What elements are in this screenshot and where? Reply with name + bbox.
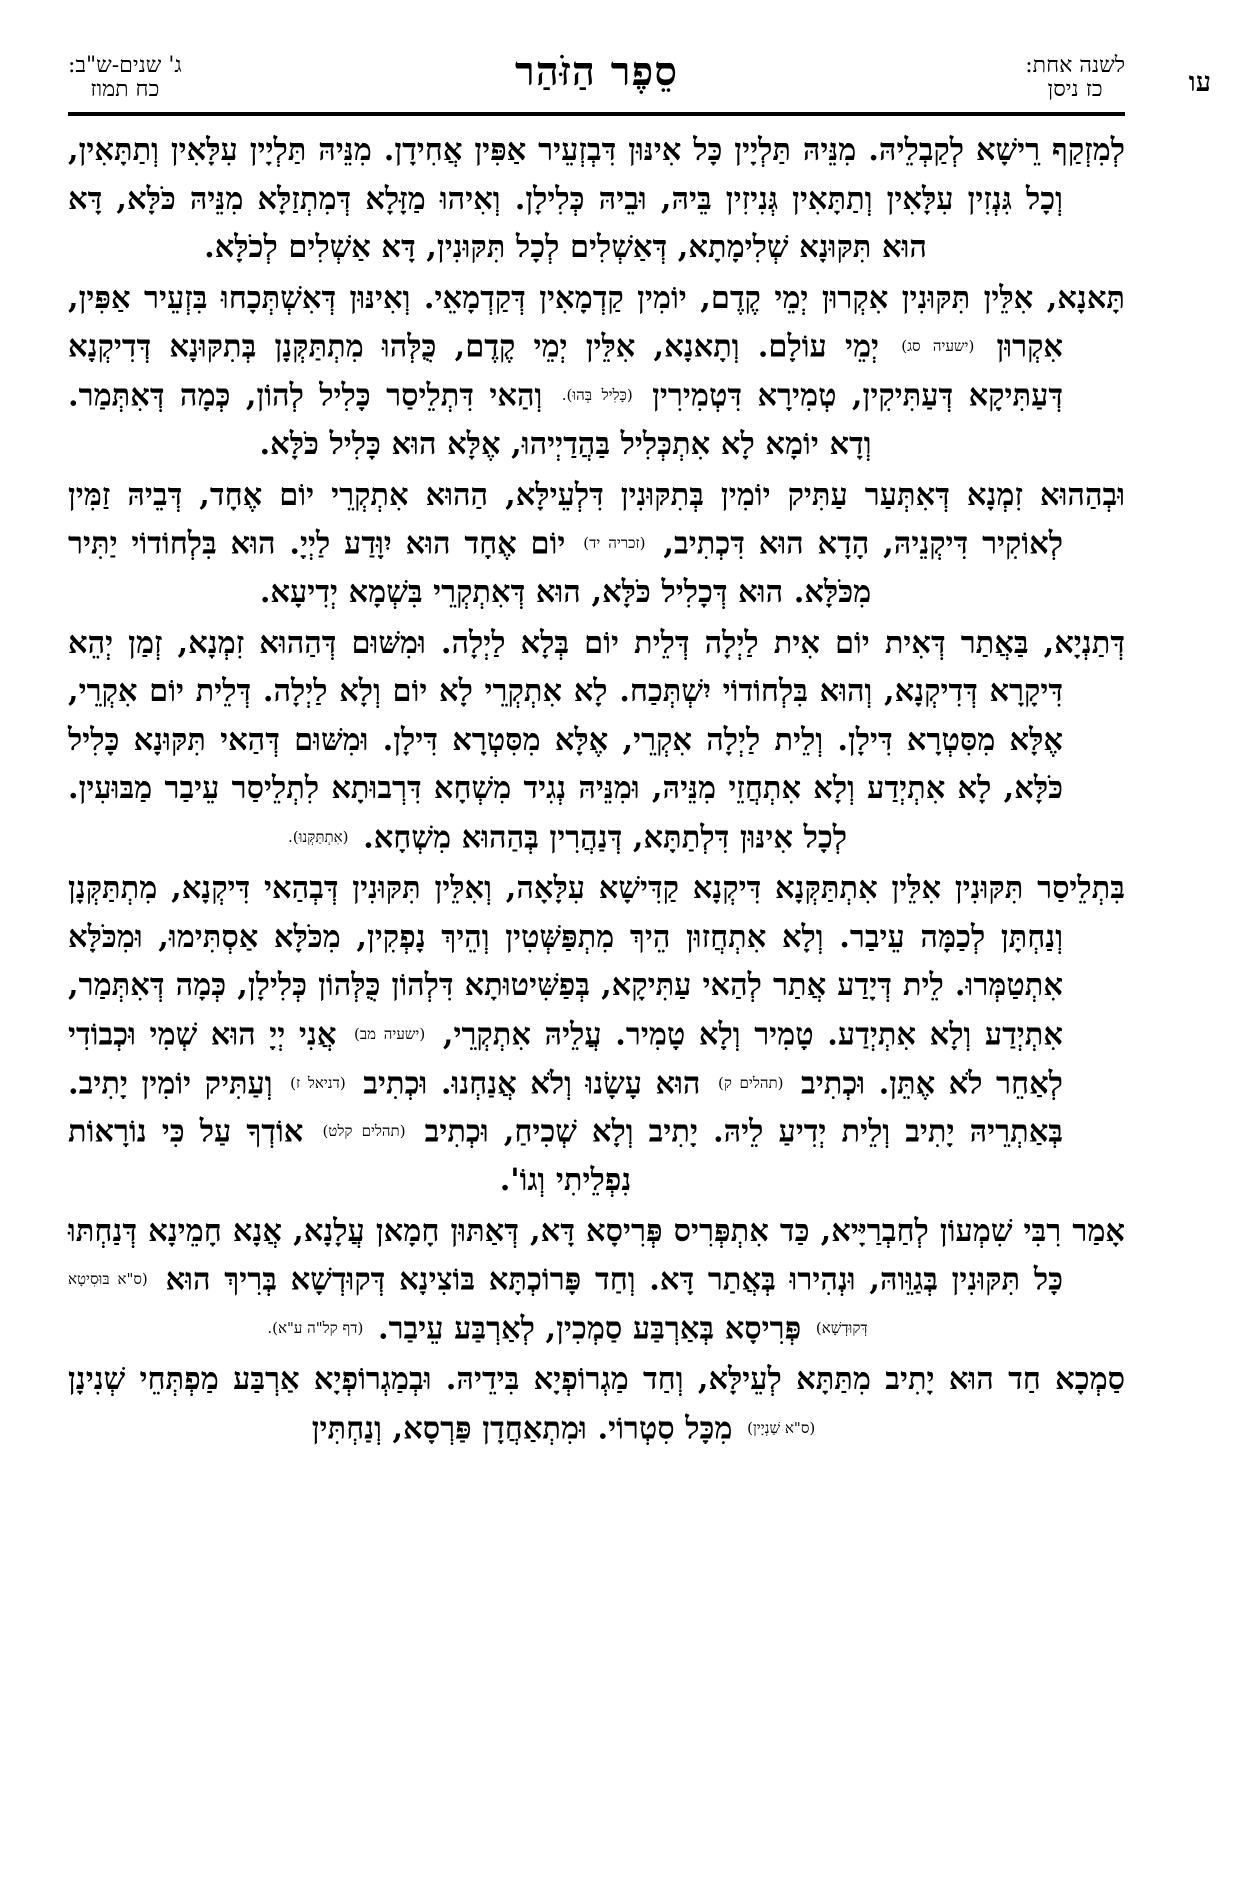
text-segment: תָּאנָא, אִלֵּין תִּקּוּנִין אִקְרוּן יְמֵי קֶדֶם, יוֹמִין קַדְמָאִין דְּקַדְמָאֵי. וְאִינּוּן דְּאִשְׁתְּכָחוּ בִּזְעֵיר אַפִּין, אִקְרוּן	[68, 279, 1125, 365]
source-reference: (כָּלִיל בְּהוּ).	[561, 386, 633, 405]
text-segment: אוֹדְךָ עַל כִּי נוֹרָאוֹת נִפְלֵיתִי וְגוֹ'.	[68, 1113, 632, 1199]
paragraph	[68, 1353, 1125, 1452]
book-title: סֵפֶר הַזֹּהַר	[515, 48, 678, 95]
source-reference: (תהלים קלט)	[322, 1122, 406, 1141]
paragraph	[68, 126, 1125, 272]
text-segment: יוֹם אֶחָד הוּא יִוָּדַע לַיְיָ. הוּא בִּלְחוֹדוֹי יַתִּיר מִכֹּלָּא. הוּא דְּכָלִיל כֹּלָּא, הוּא דְּאִתְקְרֵי בִּשְׁמָא יְדִיעָא.	[68, 525, 872, 611]
source-reference: (דף קל"ה ע"א).	[267, 1319, 364, 1338]
text-segment: דְּתַנְיָא, בַּאֲתַר דְּאִית יוֹם אִית לַיְלָה דְּלֵית יוֹם בְּלָא לַיְלָה. וּמִשּׁוּם דְּהַהוּא זִמְנָא, זְמַן יְהֵא דִּיקָרָא דְּדִיקְנָא, וְהוּא בִּלְחוֹדוֹי יִשְׁתְּכַח. לָא אִתְקְרֵי לָא יוֹם וְלָא לַיְלָה. דְּלֵית יוֹם אִקְרֵי, אֶלָּא מִסִּטְרָא דִּילָן. וְלֵית לַיְלָה אִקְרֵי, אֶלָּא מִסִּטְרָא דִּילָן. וּמִשּׁוּם דְּהַאי תִּקּוּנָא כָּלִיל כֹּלָּא, לָא אִתְיְדַע וְלָא אִתְחֲזֵי מִנֵּיהּ, וּמִנֵּיהּ נְגִיד מִשְׁחָא דִּרְבוּתָא לִתְלֵיסַר עֵיבַר מַבּוּעִין. לְכָל אִינּוּן דִּלְתַתָּא, דְּנַהֲרִין בְּהַהוּא מִשְׁחָא.	[68, 624, 1125, 856]
paragraph	[68, 862, 1125, 1205]
paragraph	[68, 469, 1125, 617]
header-left-block	[68, 54, 182, 102]
source-reference: (ס"א שַׁנְיָין)	[747, 1418, 816, 1437]
paragraph	[68, 1205, 1125, 1353]
text-segment: וְעַתִּיק יוֹמִין יָתִיב. בְּאַתְרֵיהּ יָתִיב וְלֵית יְדִיעַ לֵיהּ. יָתִיב וְלָא שְׁכִיחַ, וּכְתִיב	[68, 1064, 1063, 1150]
text-segment: פְּרִיסָא בְּאַרְבַּע סַמְכִין, לְאַרְבַּע עֵיבַר.	[377, 1310, 802, 1347]
header-right-line2: כז ניסן	[1047, 77, 1103, 103]
text-segment: וְהַאי דִּתְלֵיסַר כָּלִיל לְהוֹן, כְּמָה דְּאִתְּמַר. וְדָא יוֹמָא לָא אִתְכְּלִיל בַּהֲדַיְיהוּ, אֶלָּא הוּא כָּלִיל כֹּלָּא.	[68, 377, 872, 463]
text-segment: לְמִזְקַף רֵישָׁא לְקַבְלֵיהּ. מִנֵּיהּ תַּלְיָין כָּל אִינּוּן דִּבְזְעֵיר אַפִּין אֲחִידָן. מִנֵּיהּ תַּלְיָין עִלָּאִין וְתַתָּאִין, וְכָל גִּנְזִין עִלָּאִין וְתַתָּאִין גְּנִיזִין בֵּיהּ, וּבֵיהּ כְּלִילָן. וְאִיהוּ מַזָּלָא דְּמִתְזַלָּא מִנֵּיהּ כֹּלָּא, דָּא הוּא תִּקּוּנָא שְׁלִימָתָא, דְּאַשְׁלִים לְכָל תִּקּוּנִין, דָּא אַשְׁלִים לְכֹלָּא.	[68, 132, 1125, 266]
page-number: עו	[1188, 67, 1211, 98]
paragraph	[68, 617, 1125, 862]
text-segment: אָמַר רִבִּי שִׁמְעוֹן לְחַבְרַיָּיא, כַּד אִתְפְּרִיס פְּרִיסָא דָּא, דְּאַתּוּן חָמָאן עֲלָנָא, אֲנָא חָמֵינָא דְּנַחְתּוּ כָּל תִּקּוּנִין בְּגַוֵּוהּ, וּנְהִירוּ בְּאֲתַר דָּא. וְחַד פָּרוֹכְתָּא בּוֹצִינָא דְּקוּדְשָׁא בְּרִיךְ הוּא	[68, 1212, 1125, 1298]
text-segment: אֲנִי יְיָ הוּא שְׁמִי וּכְבוֹדִי לְאַחֵר לֹא אֶתֵּן. וּכְתִיב	[68, 1015, 1063, 1101]
source-reference: (אִתְתַּקְּנוּ).	[287, 828, 349, 847]
text-segment: מִכָּל סִטְרוֹי. וּמִתְאַחֲדָן פַּרְסָא, וְנַחְתִּין	[311, 1409, 733, 1446]
header-left-line2: כח תמוז	[90, 77, 160, 103]
source-reference: (ישעיה סג)	[901, 337, 975, 356]
source-reference: (דניאל ז)	[290, 1073, 346, 1092]
source-reference: (ס"א בּוּסִיטָא דְּקוּדְשָׁא)	[68, 1270, 868, 1338]
text-body	[68, 126, 1125, 1453]
text-segment: הוּא עָשָׂנוּ וְלֹא אֲנַחְנוּ. וּכְתִיב	[363, 1064, 701, 1101]
header-left-line1: ג' שנים-ש"ב:	[68, 53, 182, 78]
text-segment: סַמְכָא חַד הוּא יָתִיב מִתַּתָּא לְעֵילָּא, וְחַד מַגְרוֹפְיָא בִּידֵיהּ. וּבְמַגְרוֹפְיָא אַרְבַּע מַפְתְּחֵי שְׁנִינָן	[68, 1361, 1125, 1398]
paragraph	[68, 272, 1125, 469]
page-header	[68, 48, 1211, 116]
source-reference: (זכריה יד)	[583, 534, 646, 553]
text-segment: יְמֵי עוֹלָם. וְתָאנָא, אִלֵּין יְמֵי קֶדֶם, כֻּלְּהוּ מִתְתַּקְּנָן בְּתִקּוּנָא דְּדִיקְנָא דְּעַתִּיקָא דְּעַתִּיקִין, טְמִירָא דִּטְמִירִין	[68, 328, 1063, 414]
text-segment: בִּתְלֵיסַר תִּקּוּנִין אִלֵּין אִתְתַּקְּנָא דִּיקְנָא קַדִּישָׁא עִלָּאָה, וְאִלֵּין תִּקּוּנִין דְּבְהַאי דִּיקְנָא, מִתְתַּקְּנָן וְנַחְתָּן לְכַמָּה עֵיבַר. וְלָא אִתְחֲזוּן הֵיךְ מִתְפַּשְּׁטִין וְהֵיךְ נָפְקִין, מִכֹּלָּא אַסְתִּימוּ, וּמִכֹּלָּא אִתְטַמְּרוּ. לֵית דְּיָדַע אֲתַר לְהַאי עַתִּיקָא, בְּפַשִּׁיטוּתָא דִּלְהוֹן כֻּלְּהוֹן כְּלִילָן, כְּמָה דְּאִתְּמַר, אִתְיְדַע וְלָא אִתְיְדַע. טָמִיר וְלָא טָמִיר. עֲלֵיהּ אִתְקְרֵי,	[68, 869, 1125, 1052]
source-reference: (ישעיה מב)	[354, 1024, 426, 1043]
header-right-line1: לשנה אחת:	[1025, 53, 1125, 78]
source-reference: (תהלים ק)	[718, 1073, 784, 1092]
text-segment: וּבְהַהוּא זִמְנָא דְּאִתְּעַר עַתִּיק יוֹמִין בְּתִקּוּנִין דִּלְעֵילָּא, הַהוּא אִתְקְרֵי יוֹם אֶחָד, דְּבֵיהּ זַמִּין לְאוֹקִיר דִּיקְנֵיהּ, הָדָא הוּא דִּכְתִיב,	[68, 476, 1125, 562]
